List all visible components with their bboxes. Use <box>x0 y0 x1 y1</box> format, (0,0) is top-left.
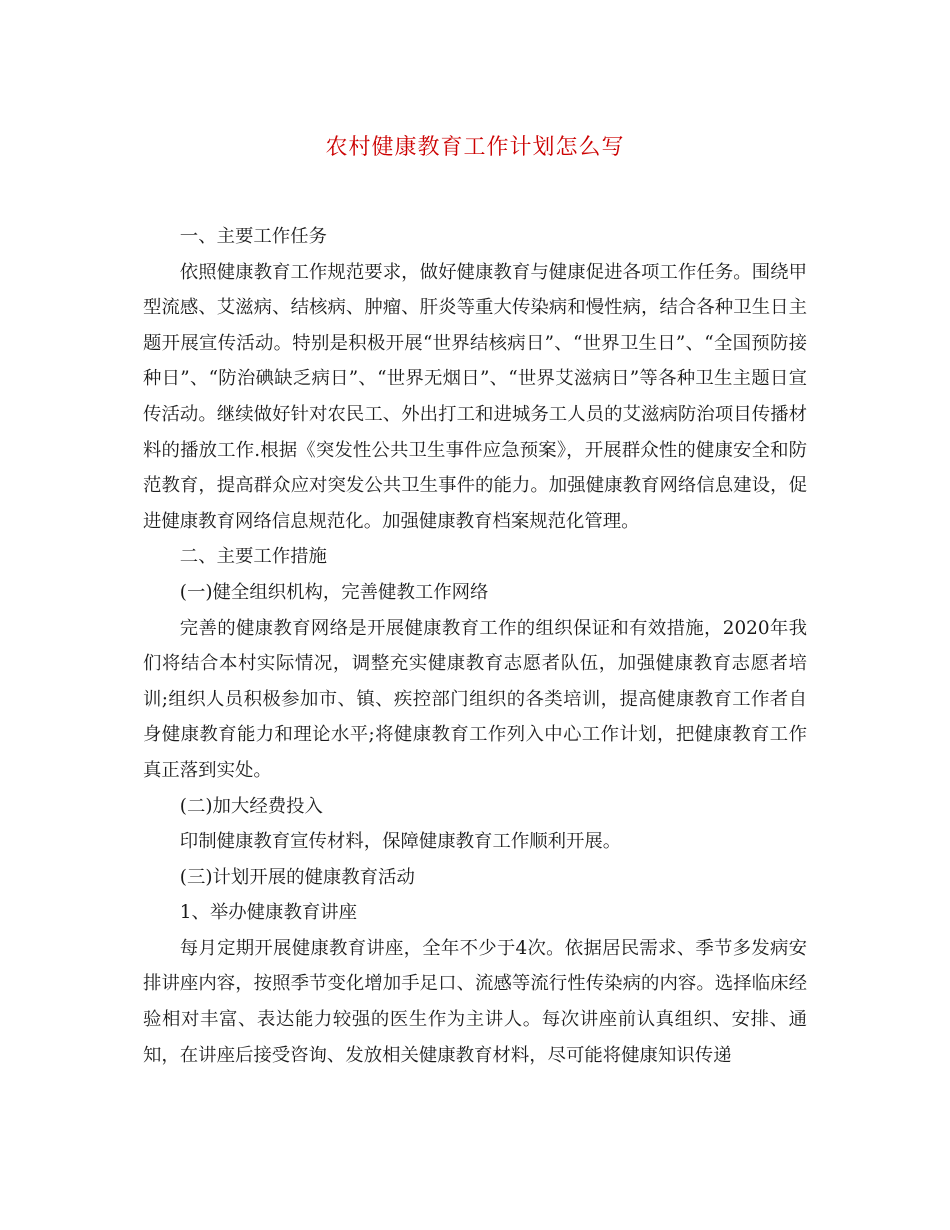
paragraph-funding: 印制健康教育宣传材料，保障健康教育工作顺利开展。 <box>179 831 622 853</box>
paragraph-main-tasks: 依照健康教育工作规范要求，做好健康教育与健康促进各项工作任务。围绕甲型流感、艾滋病、结核病、肿瘤、肝炎等重大传染病和慢性病，结合各种卫生日主题开展宣传活动。特别是积极开展“世界结核病日”、“世界卫生日”、“全国预防接种日”、“防治碘缺乏病日”、“世界无烟日”、“世界艾滋病日”等各种卫生主题日宣传活动。继续做好针对农民工、外出打工和进城务工人员的艾滋病防治项目传播材料的播放工作.根据《突发性公共卫生事件应急预案》，开展群众性的健康安全和防范教育，提高群众应对突发公共卫生事件的能力。加强健康教育网络信息建设，促进健康教育网络信息规范化。加强健康教育档案规范化管理。 <box>143 261 807 532</box>
subheading-lectures: 1、举办健康教育讲座 <box>179 902 358 924</box>
paragraph-lectures: 每月定期开展健康教育讲座，全年不少于4次。依据居民需求、季节多发病安排讲座内容，按照季节变化增加手足口、流感等流行性传染病的内容。选择临床经验相对丰富、表达能力较强的医生作为主讲人。每次讲座前认真组织、安排、通知，在讲座后接受咨询、发放相关健康教育材料，尽可能将健康知识传递 <box>143 937 807 1066</box>
section-heading-main-tasks: 一、主要工作任务 <box>179 226 327 247</box>
document-body <box>143 219 807 1073</box>
document-title: 农村健康教育工作计划怎么写 <box>325 135 625 160</box>
subheading-organization: (一)健全组织机构，完善健教工作网络 <box>179 581 489 603</box>
subheading-activities: (三)计划开展的健康教育活动 <box>179 866 415 888</box>
section-heading-main-measures: 二、主要工作措施 <box>179 546 327 568</box>
paragraph-organization: 完善的健康教育网络是开展健康教育工作的组织保证和有效措施，2020年我们将结合本村实际情况，调整充实健康教育志愿者队伍，加强健康教育志愿者培训;组织人员积极参加市、镇、疾控部门组织的各类培训，提高健康教育工作者自身健康教育能力和理论水平;将健康教育工作列入中心工作计划，把健康教育工作真正落到实处。 <box>143 617 807 781</box>
subheading-funding: (二)加大经费投入 <box>179 795 323 817</box>
